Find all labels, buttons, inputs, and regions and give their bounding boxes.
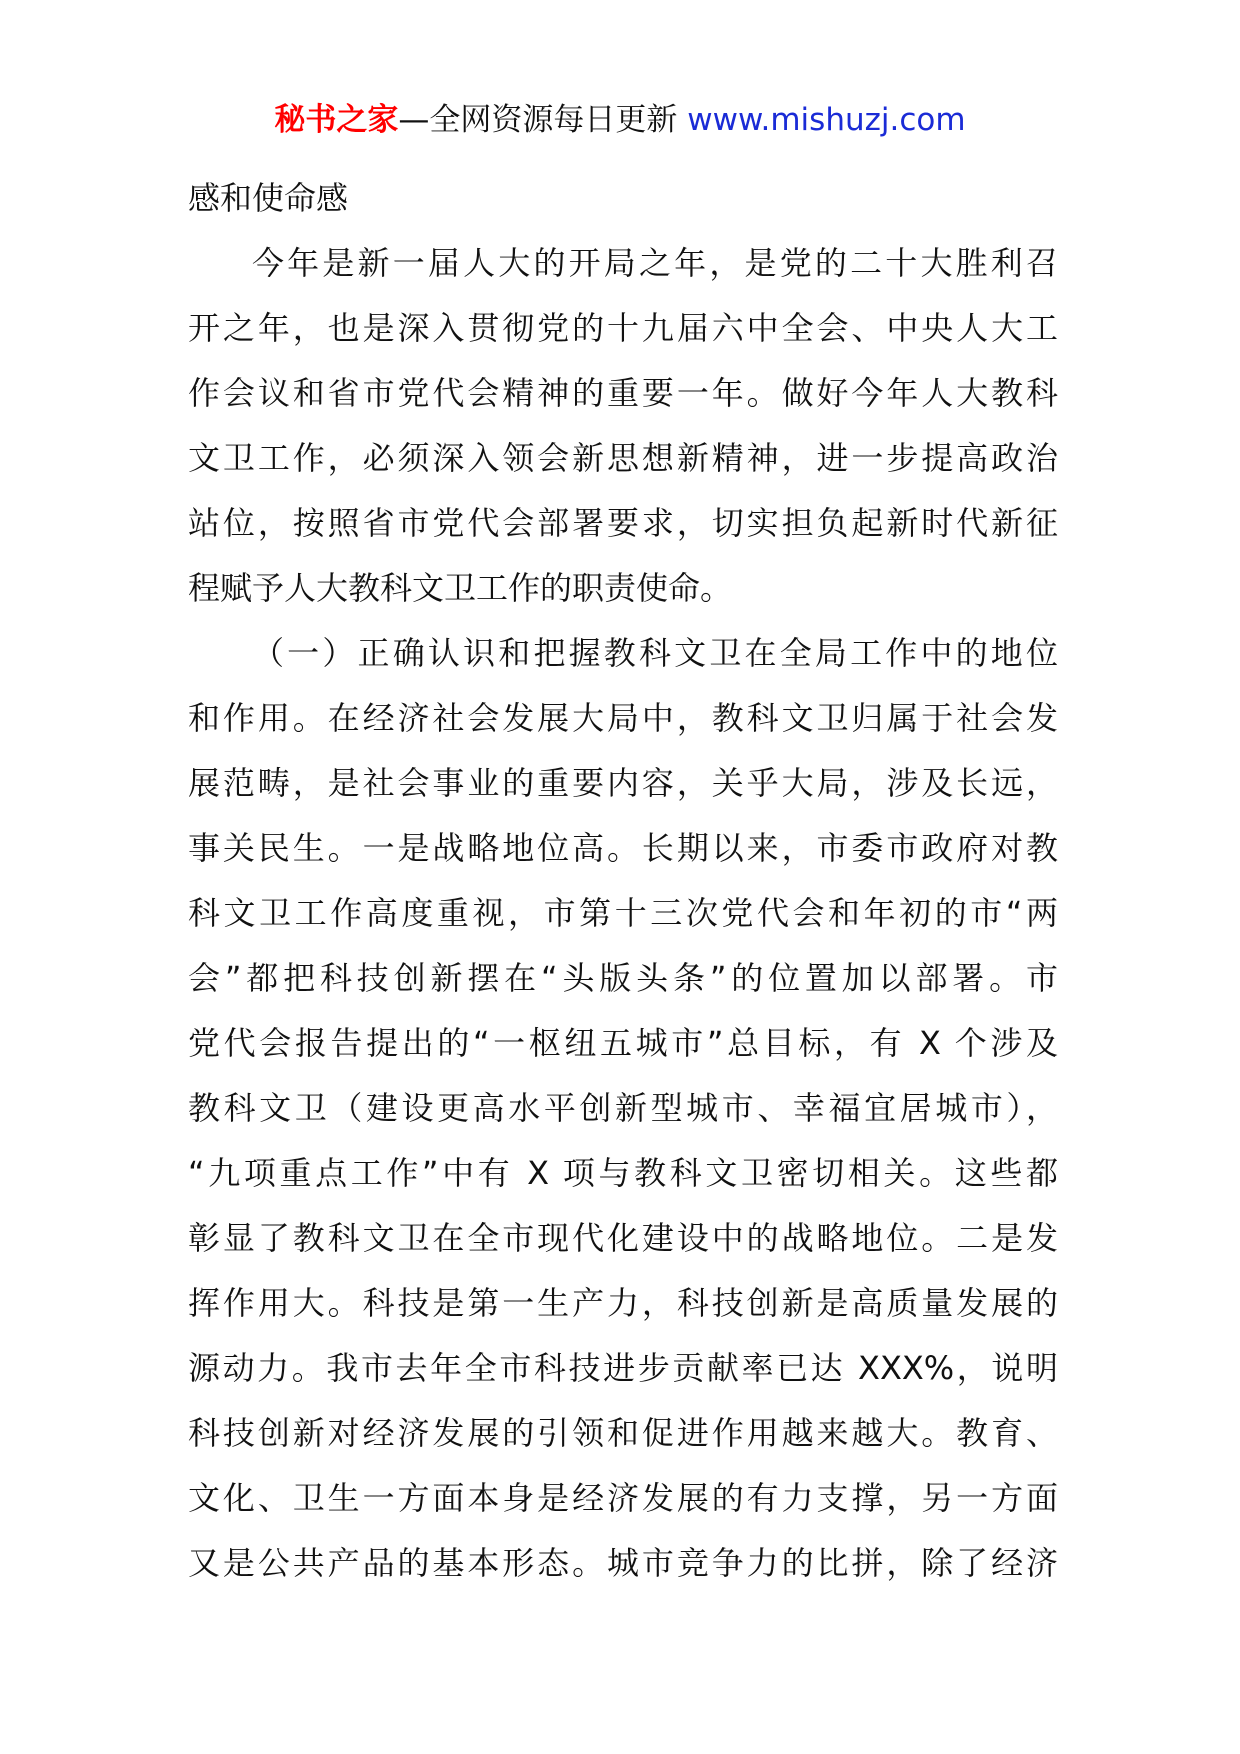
text-line: （一）正确认识和把握教科文卫在全局工作中的地位 xyxy=(252,634,1058,672)
text-line: 作会议和省市党代会精神的重要一年。做好今年人大教科 xyxy=(188,374,1058,412)
header-tagline: —全网资源每日更新 xyxy=(398,102,678,138)
text-line: 党代会报告提出的“一枢纽五城市”总目标，有 X 个涉及 xyxy=(188,1024,1058,1062)
text-line: 开之年，也是深入贯彻党的十九届六中全会、中央人大工 xyxy=(188,309,1058,347)
text-line: 彰显了教科文卫在全市现代化建设中的战略地位。二是发 xyxy=(188,1219,1058,1257)
text-line: 又是公共产品的基本形态。城市竞争力的比拼，除了经济 xyxy=(188,1544,1058,1582)
text-line: 事关民生。一是战略地位高。长期以来，市委市政府对教 xyxy=(188,829,1058,867)
header-brand: 秘书之家 xyxy=(274,102,399,138)
header-url-link[interactable]: www.mishuzj.com xyxy=(687,102,966,138)
text-line: 站位，按照省市党代会部署要求，切实担负起新时代新征 xyxy=(188,504,1058,542)
text-line: 程赋予人大教科文卫工作的职责使命。 xyxy=(188,569,733,607)
text-line: 教科文卫（建设更高水平创新型城市、幸福宜居城市）， xyxy=(188,1089,1058,1127)
text-line: 今年是新一届人大的开局之年，是党的二十大胜利召 xyxy=(252,244,1058,282)
text-line: 文化、卫生一方面本身是经济发展的有力支撑，另一方面 xyxy=(188,1479,1058,1517)
text-line: 会”都把科技创新摆在“头版头条”的位置加以部署。市 xyxy=(188,959,1058,997)
body-text xyxy=(188,166,1058,1596)
text-line: 挥作用大。科技是第一生产力，科技创新是高质量发展的 xyxy=(188,1284,1058,1322)
text-line: “九项重点工作”中有 X 项与教科文卫密切相关。这些都 xyxy=(188,1154,1058,1192)
text-line: 和作用。在经济社会发展大局中，教科文卫归属于社会发 xyxy=(188,699,1058,737)
text-line: 展范畴，是社会事业的重要内容，关乎大局，涉及长远， xyxy=(188,764,1058,802)
page-header xyxy=(0,100,1240,140)
text-line: 感和使命感 xyxy=(188,179,349,217)
text-line: 源动力。我市去年全市科技进步贡献率已达 XXX%，说明 xyxy=(188,1349,1058,1387)
text-line: 文卫工作，必须深入领会新思想新精神，进一步提高政治 xyxy=(188,439,1058,477)
text-line: 科文卫工作高度重视，市第十三次党代会和年初的市“两 xyxy=(188,894,1058,932)
text-line: 科技创新对经济发展的引领和促进作用越来越大。教育、 xyxy=(188,1414,1058,1452)
